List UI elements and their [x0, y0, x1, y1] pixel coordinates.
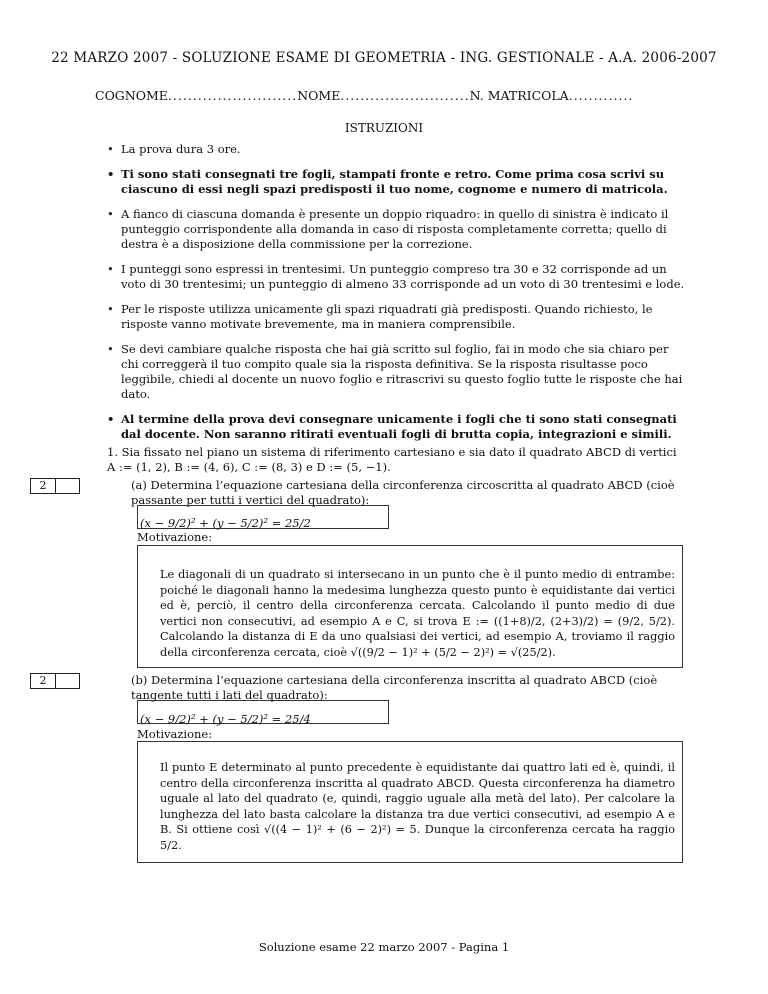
cognome-label: COGNOME [95, 88, 168, 103]
matricola-field[interactable]: ............. [568, 88, 634, 103]
part-a-question [131, 478, 681, 508]
nome-label: NOME [297, 88, 341, 103]
part-a-label: (a) [131, 478, 147, 492]
grader-score-cell[interactable] [56, 479, 79, 493]
nome-field[interactable]: .......................... [340, 88, 470, 103]
instruction-item: • La prova dura 3 ore. [107, 142, 687, 157]
part-b-label: (b) [131, 673, 148, 687]
part-b-question [131, 673, 681, 703]
instructions-heading: ISTRUZIONI [344, 121, 424, 135]
instruction-item: • Se devi cambiare qualche risposta che hai già scritto sul foglio, fai in modo che sia chiaro per chi correggerà il tuo compito quale sia la risposta definitiva. Se la risposta risultasse poco leggibile, chiedi al docente un nuovo foglio e ritrascrivi su questo foglio tutte le risposte che hai dato. [107, 342, 687, 402]
score-box-b [30, 673, 80, 689]
points-value: 2 [31, 674, 56, 688]
part-b-text: Determina l’equazione cartesiana della circonferenza inscritta al quadrato ABCD (cioè tangente tutti i lati del quadrato): [131, 673, 658, 702]
cognome-field[interactable]: .......................... [167, 88, 298, 103]
answer-formula-a: (x − 9/2)² + (y − 5/2)² = 25/2 [140, 516, 311, 530]
instruction-item: • I punteggi sono espressi in trentesimi. Un punteggio compreso tra 30 e 32 corrisponde ad un voto di 30 trentesimi; un punteggio di almeno 33 corrisponde ad un voto di 30 trentesimi e lode. [107, 262, 687, 292]
answer-formula-b: (x − 9/2)² + (y − 5/2)² = 25/4 [140, 712, 311, 726]
score-box-a [30, 478, 80, 494]
question-text: Sia fissato nel piano un sistema di riferimento cartesiano e sia dato il quadrato ABCD di vertici A := (1, 2), B := (4, 6), C := (8, 3) e D := (5, −1). [107, 445, 677, 474]
instruction-item: • A fianco di ciascuna domanda è presente un doppio riquadro: in quello di sinistra è indicato il punteggio corrispondente alla domanda in caso di risposta completamente corretta; quello di destra è a disposizione della commissione per la correzione. [107, 207, 687, 252]
page-header: 22 MARZO 2007 - SOLUZIONE ESAME DI GEOMETRIA - ING. GESTIONALE - A.A. 2006-2007 [51, 50, 717, 66]
motivation-label-b: Motivazione: [137, 727, 213, 741]
grader-score-cell[interactable] [56, 674, 79, 688]
page-footer: Soluzione esame 22 marzo 2007 - Pagina 1 [258, 940, 510, 954]
matricola-label: N. MATRICOLA [469, 88, 569, 103]
question-number: 1. [107, 445, 118, 459]
instruction-item: • Ti sono stati consegnati tre fogli, stampati fronte e retro. Come prima cosa scrivi su ciascuno di essi negli spazi predisposti il tuo nome, cognome e numero di matricola. [107, 167, 687, 197]
motivation-label-a: Motivazione: [137, 530, 213, 544]
motivation-text-a: Le diagonali di un quadrato si intersecano in un punto che è il punto medio di entrambe: poiché le diagonali hanno la medesima lunghezza questo punto è equidistante dai vertici ed è, perciò, il centro della circonferenza cercata. Calcolando il punto medio di due vertici non consecutivi, ad esempio A e C, si trova E := ((1+8)/2, (2+3)/2) = (9/2, 5/2). Calcolando la distanza di E da uno qualsiasi dei vertici, ad esempio A, troviamo il raggio della circonferenza cercata, cioè √((9/2 − 1)² + (5/2 − 2)²) = √(25/2). [160, 568, 675, 659]
instructions-list [107, 142, 687, 452]
question-1 [107, 445, 687, 475]
student-id-line [95, 88, 695, 103]
points-value: 2 [31, 479, 56, 493]
instruction-item: • Al termine della prova devi consegnare unicamente i fogli che ti sono stati consegnati dal docente. Non saranno ritirati eventuali fogli di brutta copia, integrazioni e simili. [107, 412, 687, 442]
motivation-text-b: Il punto E determinato al punto precedente è equidistante dai quattro lati ed è, quindi, il centro della circonferenza inscritta al quadrato ABCD. Questa circonferenza ha diametro uguale al lato del quadrato (e, quindi, raggio uguale alla metà del lato). Per calcolare la lunghezza del lato basta calcolare la distanza tra due vertici consecutivi, ad esempio A e B. Si ottiene così √((4 − 1)² + (6 − 2)²) = 5. Dunque la circonferenza cercata ha raggio 5/2. [160, 761, 675, 852]
instruction-item: • Per le risposte utilizza unicamente gli spazi riquadrati già predisposti. Quando richiesto, le risposte vanno motivate brevemente, ma in maniera comprensibile. [107, 302, 687, 332]
part-a-text: Determina l’equazione cartesiana della circonferenza circoscritta al quadrato ABCD (cioè passante per tutti i vertici del quadrato): [131, 478, 675, 507]
